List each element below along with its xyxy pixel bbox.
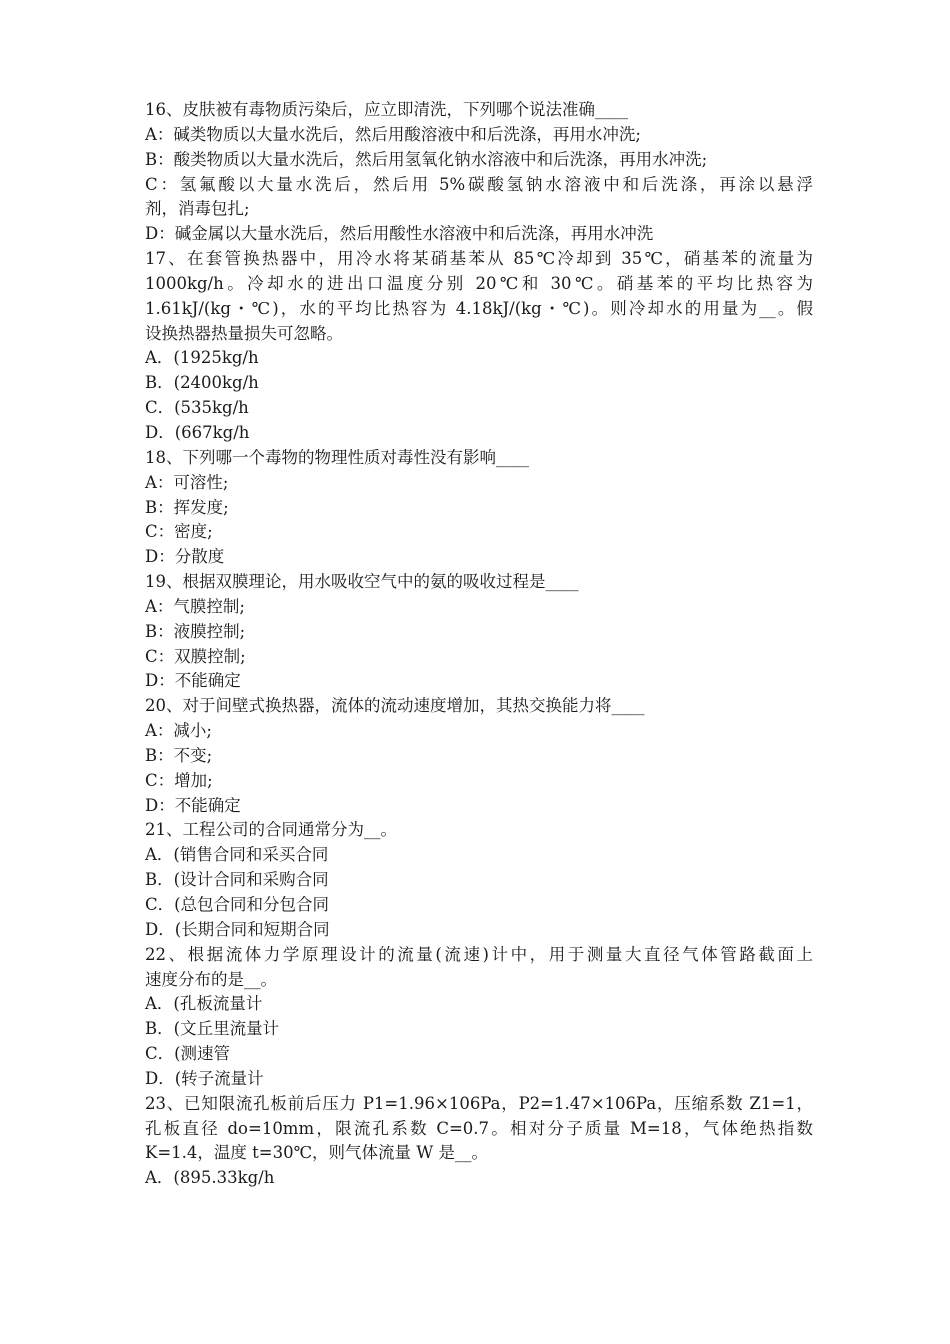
text-line: C．(535kg/h bbox=[145, 398, 249, 418]
text-line: 16、皮肤被有毒物质污染后，应立即清洗，下列哪个说法准确____ bbox=[145, 100, 628, 119]
text-line: C．(总包合同和分包合同 bbox=[145, 895, 330, 914]
text-line: C：氢氟酸以大量水洗后，然后用 5%碳酸氢钠水溶液中和后洗涤，再涂以悬浮 bbox=[145, 174, 813, 194]
text-line: D：不能确定 bbox=[145, 795, 241, 815]
text-line: C：增加; bbox=[145, 770, 213, 790]
text-line: D：碱金属以大量水洗后，然后用酸性水溶液中和后洗涤，再用水冲洗 bbox=[145, 224, 654, 244]
text-line: A：可溶性; bbox=[145, 472, 229, 492]
text-line: 设换热器热量损失可忽略。 bbox=[145, 323, 343, 343]
text-line: 19、根据双膜理论，用水吸收空气中的氨的吸收过程是____ bbox=[145, 572, 579, 592]
text-line: 21、工程公司的合同通常分为__。 bbox=[145, 820, 397, 840]
text-line: A．(895.33kg/h bbox=[145, 1168, 275, 1188]
text-line: A．(1925kg/h bbox=[145, 348, 259, 368]
text-line: 20、对于间壁式换热器，流体的流动速度增加，其热交换能力将____ bbox=[145, 696, 645, 716]
text-line: C．(测速管 bbox=[145, 1044, 231, 1064]
text-line: D．(转子流量计 bbox=[145, 1068, 264, 1088]
text-line: A．(销售合同和采买合同 bbox=[145, 845, 329, 865]
text-line: 孔板直径 do=10mm，限流孔系数 C=0.7。相对分子质量 M=18，气体绝热指数 bbox=[145, 1118, 813, 1138]
text-line: A．(孔板流量计 bbox=[145, 994, 263, 1014]
text-line: C：双膜控制; bbox=[145, 646, 246, 666]
text-line: 1000kg/h。冷却水的进出口温度分别 20℃和 30℃。硝基苯的平均比热容为 bbox=[145, 273, 813, 293]
text-line: B：挥发度; bbox=[145, 497, 229, 517]
text-line: A：碱类物质以大量水洗后，然后用酸溶液中和后洗涤，再用水冲洗; bbox=[145, 124, 641, 144]
text-line: 剂，消毒包扎; bbox=[145, 199, 250, 219]
text-line: 18、下列哪一个毒物的物理性质对毒性没有影响____ bbox=[145, 447, 529, 467]
document-page bbox=[145, 98, 813, 1191]
text-line: 1.61kJ/(kg・℃)，水的平均比热容为 4.18kJ/(kg・℃)。则冷却水的用量为__。假 bbox=[145, 298, 813, 318]
text-line: C：密度; bbox=[145, 522, 213, 542]
text-line: B．(文丘里流量计 bbox=[145, 1019, 280, 1039]
text-line: 22、根据流体力学原理设计的流量(流速)计中，用于测量大直径气体管路截面上 bbox=[145, 944, 813, 964]
text-line: 17、在套管换热器中，用冷水将某硝基苯从 85℃冷却到 35℃，硝基苯的流量为 bbox=[145, 249, 813, 269]
text-line: 23、已知限流孔板前后压力 P1=1.96×106Pa，P2=1.47×106Pa，压缩系数 Z1=1， bbox=[145, 1093, 813, 1113]
text-line: A：气膜控制; bbox=[145, 596, 245, 616]
text-line: D．(667kg/h bbox=[145, 422, 250, 442]
text-line: B：不变; bbox=[145, 745, 213, 765]
text-line: D．(长期合同和短期合同 bbox=[145, 919, 330, 939]
text-line: D：分散度 bbox=[145, 547, 225, 567]
text-line: 速度分布的是__。 bbox=[145, 969, 277, 989]
text-line: B．(2400kg/h bbox=[145, 373, 259, 393]
text-line: B：液膜控制; bbox=[145, 621, 246, 641]
text-line: K=1.4，温度 t=30℃，则气体流量 W 是__。 bbox=[145, 1143, 488, 1163]
text-line: A：减小; bbox=[145, 721, 212, 741]
text-line: B．(设计合同和采购合同 bbox=[145, 870, 329, 890]
text-line: D：不能确定 bbox=[145, 671, 241, 691]
text-line: B：酸类物质以大量水洗后，然后用氢氧化钠水溶液中和后洗涤，再用水冲洗; bbox=[145, 149, 708, 169]
